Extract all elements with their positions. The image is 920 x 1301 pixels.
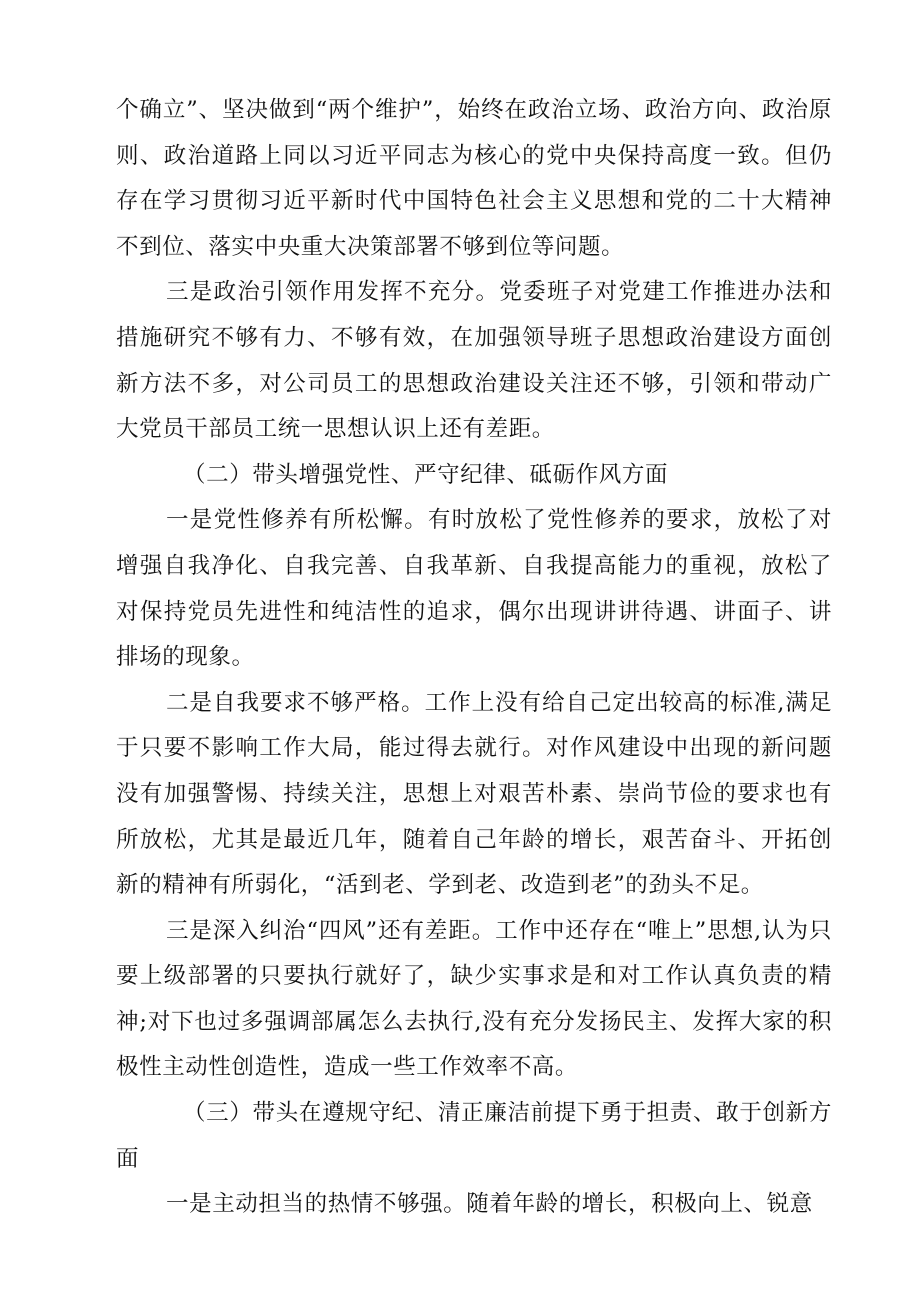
section-heading-2: （二）带头增强党性、严守纪律、砥砺作风方面 bbox=[183, 461, 669, 488]
paragraph-party-spirit: 一是党性修养有所松懈。有时放松了党性修养的要求，放松了对增强自我净化、自我完善、自我革新、自我提高能力的重视，放松了对保持党员先进性和纯洁性的追求，偶尔出现讲讲待遇、讲面子、讲排场的现象。 bbox=[116, 507, 832, 671]
paragraph-political-leadership: 三是政治引领作用发挥不充分。党委班子对党建工作推进办法和措施研究不够有力、不够有效，在加强领导班子思想政治建设方面创新方法不多，对公司员工的思想政治建设关注还不够，引领和带动广大党员干部员工统一思想认识上还有差距。 bbox=[116, 279, 832, 443]
paragraph-self-discipline: 二是自我要求不够严格。工作上没有给自己定出较高的标准,满足于只要不影响工作大局，能过得去就行。对作风建设中出现的新问题没有加强警惕、持续关注，思想上对艰苦朴素、崇尚节俭的要求也有所放松，尤其是最近几年，随着自己年龄的增长，艰苦奋斗、开拓创新的精神有所弱化，“活到老、学到老、改造到老”的劲头不足。 bbox=[116, 689, 832, 899]
paragraph-initiative: 一是主动担当的热情不够强。随着年龄的增长，积极向上、锐意 bbox=[166, 1191, 813, 1218]
section-heading-3: （三）带头在遵规守纪、清正廉洁前提下勇于担责、敢于创新方面 bbox=[116, 1100, 832, 1172]
document-body bbox=[116, 88, 832, 1228]
paragraph-continuation: 个确立”、坚决做到“两个维护”，始终在政治立场、政治方向、政治原则、政治道路上同以习近平同志为核心的党中央保持高度一致。但仍存在学习贯彻习近平新时代中国特色社会主义思想和党的二十大精神不到位、落实中央重大决策部署不够到位等问题。 bbox=[116, 97, 832, 260]
paragraph-four-winds: 三是深入纠治“四风”还有差距。工作中还存在“唯上”思想,认为只要上级部署的只要执行就好了，缺少实事求是和对工作认真负责的精神;对下也过多强调部属怎么去执行,没有充分发扬民主、发挥大家的积极性主动性创造性，造成一些工作效率不高。 bbox=[116, 917, 832, 1081]
